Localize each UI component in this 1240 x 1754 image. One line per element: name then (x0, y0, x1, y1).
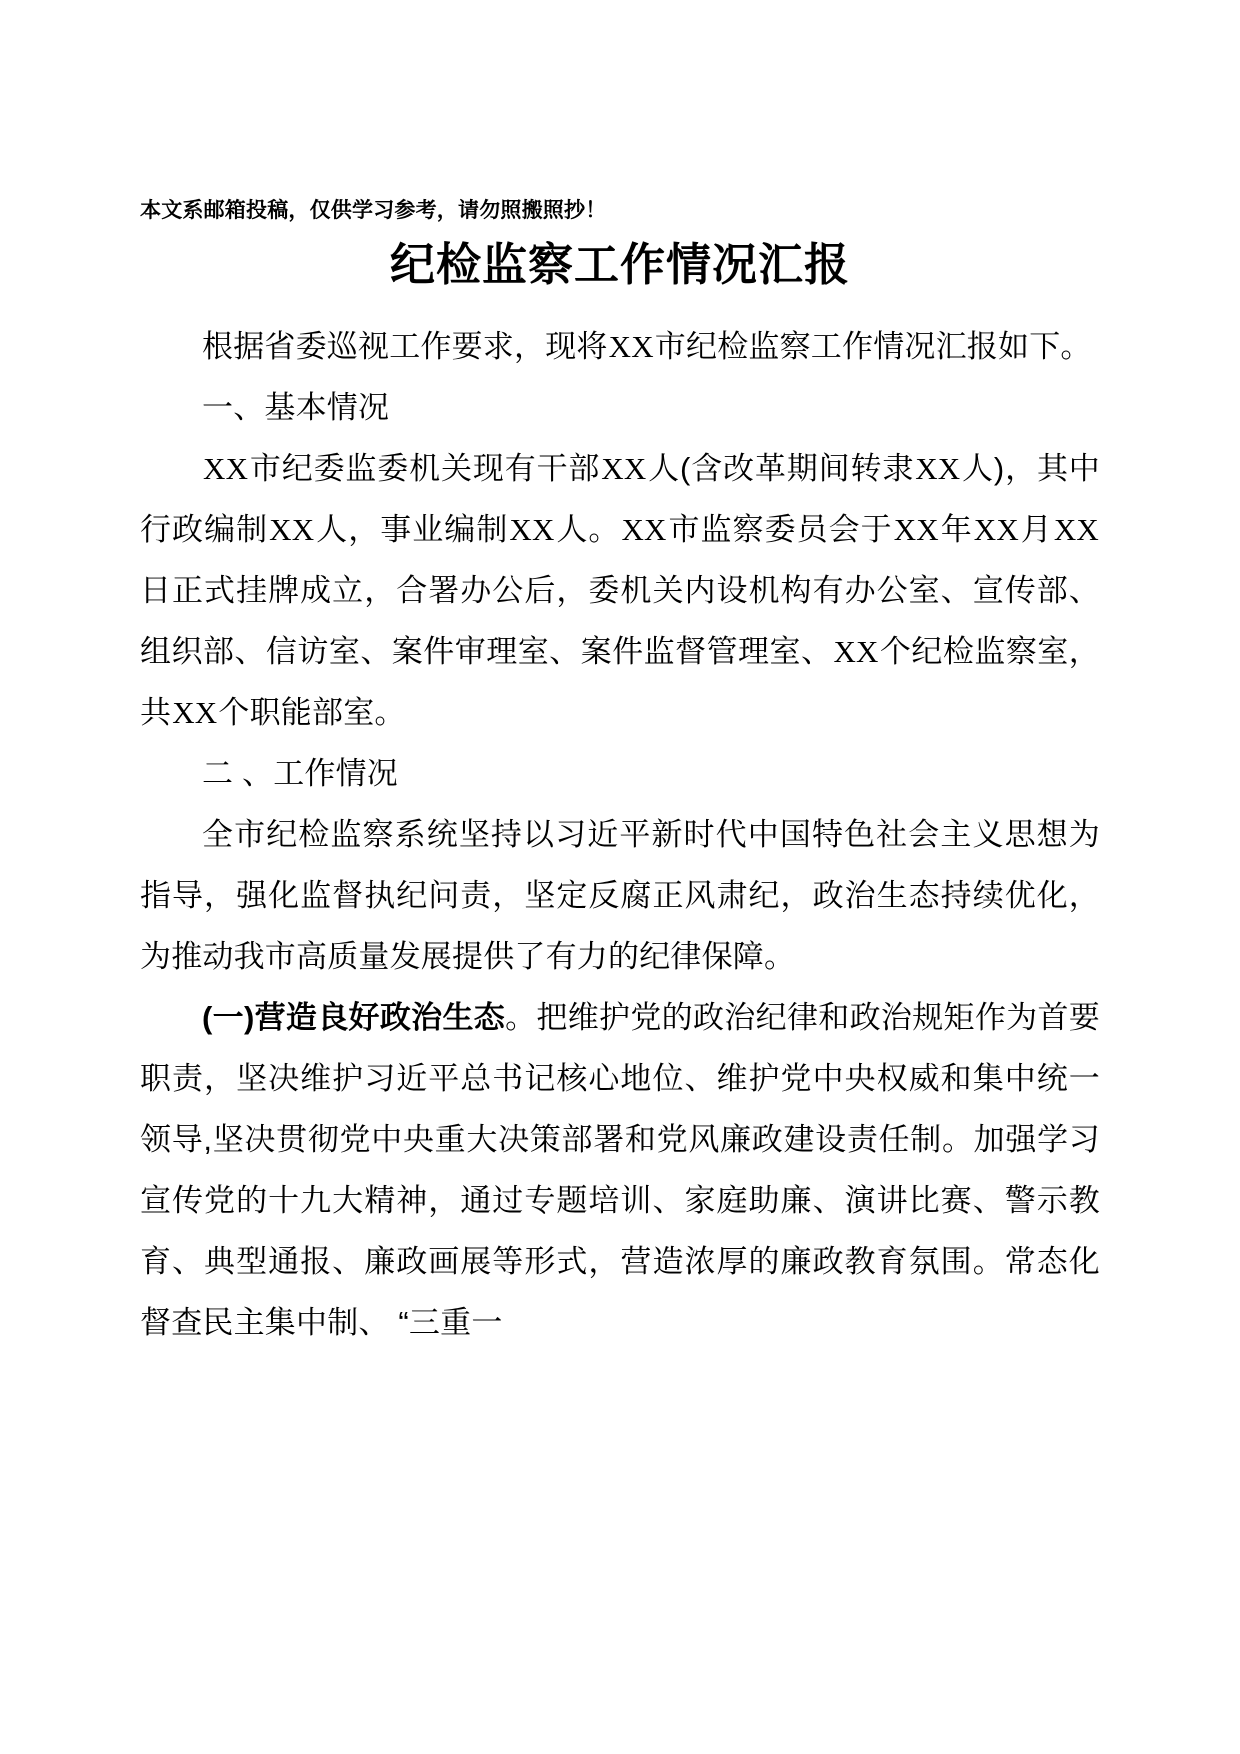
placeholder-token: XX (203, 451, 249, 486)
placeholder-token: XX (1053, 512, 1100, 547)
placeholder-token: XX (601, 451, 647, 486)
section-heading-1: 一、基本情况 (202, 390, 390, 425)
subsection-1 (140, 987, 1100, 1353)
placeholder-token: XX (833, 634, 879, 669)
placeholder-token: XX (893, 512, 939, 547)
section-1-paragraph-1: XX市纪委监委机关现有干部XX人(含改革期间转隶XX人)，其中行政编制XX人，事业编制XX人。XX市监察委员会于XX年XX月XX日正式挂牌成立，合署办公后，委机关内设机构有办公室、宣传部、组织部、信访室、案件审理室、案件监督管理室、XX个纪检监察室，共XX个职能部室。 (140, 451, 1101, 730)
subsection-1-lead: (一)营造良好政治生态 (202, 1000, 506, 1035)
section-heading-2: 二 、工作情况 (202, 756, 399, 791)
placeholder-token: XX (509, 512, 555, 547)
placeholder-token: XX (973, 512, 1019, 547)
subsection-1-body: 。把维护党的政治纪律和政治规矩作为首要职责，坚决维护习近平总书记核心地位、维护党中央权威和集中统一 领导,坚决贯彻党中央重大决策部署和党风廉政建设责任制。加强学习宣传党的十九大精神，通过专题培训、家庭助廉、演讲比赛、警示教育、典型通报、廉政画展等形式，营造浓厚的廉政教育氛围。常态化督查民主集中制、 “三重一 (140, 1000, 1100, 1340)
page-title: 纪检监察工作情况汇报 (389, 239, 850, 290)
placeholder-token: XX (915, 451, 961, 486)
placeholder-token: XX (172, 695, 218, 730)
section-2-paragraph-1: 全市纪检监察系统坚持以习近平新时代中国特色社会主义思想为指导，强化监督执纪问责，坚定反腐正风肃纪，政治生态持续优化，为推动我市高质量发展提供了有力的纪律保障。 (140, 817, 1100, 974)
placeholder-token: XX (621, 512, 667, 547)
submission-notice: 本文系邮箱投稿，仅供学习参考，请勿照搬照抄！ (140, 199, 607, 222)
placeholder-token: XX (608, 329, 654, 364)
placeholder-token: XX (269, 512, 315, 547)
intro-paragraph: 根据省委巡视工作要求，现将XX市纪检监察工作情况汇报如下。 (202, 329, 1092, 364)
